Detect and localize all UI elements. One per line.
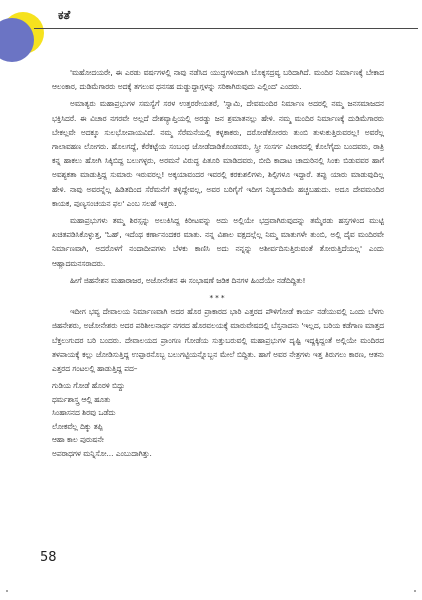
verse-line: ಗುಡಿಯ ಗೋಡೆ ಹೊರಳಿ ಬಿದ್ದು [52, 381, 125, 391]
corner-mark [414, 590, 416, 592]
verse-line: ಅಪರಾಧಗಳ ಮನ್ನಿಸೋ... ಎಂಬುದಾಗಿತ್ತು. [52, 448, 152, 458]
verse-line: ಲೋಕವೆಲ್ಲ ದಿಕ್ಕು ತಪ್ಪಿ [52, 421, 103, 431]
paragraph-2: ಅಮಾತ್ಯರು ಮಹಾಪ್ರಭುಗಳ ಸಮಸ್ಯೆಗೆ ಸರಳ ಉತ್ತರರೇಯತರೆ, 'ಸ್ವಾಮಿ, ದೇವಮಂದಿರ ನಿರ್ಮಾಣ ಅದರಲ್ಲಿ ನಮ್ಮ ಜನಸಮಾಜದನ ಭಕ್ತಿಸಿದರೆ. ಈ ವಿಚಾರ ನಗರವೇ ಅಲ್ಲದೆ ದೇಶವ್ಯಾಪ್ತಿಯಲ್ಲಿ ಅರಡ್ಡು ಜನ ಶ್ರಮಾತನಲ್ಲು ಹೇಳಿ. ನಮ್ಮ ಮಂದಿರ ನಿರ್ಮಾಣಕ್ಕೆ ದುಡಿಮೆಗಾರರು ಬೇಕಲ್ಲವೇ ಅದಕ್ಕೂ ಸುಲಭೋಪಾಯವಿದೆ. ನಮ್ಮ ಸೆರೆಮನೆಯಲ್ಲಿ ಕಳ್ಳಕಾಕರು, ದರೋಡೆಕೋರರು ತುಂಬಿ ತುಳುಕುತ್ತಿರುವರಲ್ಲ! ಅವರೆಲ್ಲ ಗಾಲಾವಹಣ ಲೋಗರು. ಹೊಲಗದ್ದೆ, ಕೆರೆಕಟ್ಟೆಯ ಸಂಬಂಧ ಜೋಡೆದಾಡಿಕೊಂಡವರು, ಸ್ತ್ರೀ ಸಂಸರ್ಗ ವಿಚಾರದಲ್ಲಿ ಕೊಲೆಗೈದು ಬಂದವರು, ರಾತ್ರಿ ಕನ್ನ ಹಾಕಲು ಹೋಗಿ ಸಿಕ್ಕಿಬಿದ್ದ ಬಲುಗಳ್ಳರು, ಅರಮನೆ ವಿರುದ್ಧ ಪಿತೂರಿ ಮಾಡಿದವರು, ಬೀದಿ ಕಾದಾಟ ಚಾದುರಿನಲ್ಲಿ ಸಿಂಕು ಬಿಡುವವರ ಹಾಗೆ ಅವಶ್ಯಕತಾ ಮಾಡುತ್ತಿದ್ದ ಸುಮಾರು ಇರುವರಲ್ಲ! ಅಕ್ಕಯಾವಂದರ ಇವರಲ್ಲಿ ಕರಕುಶಲಿಗಳು, ಶಿಲ್ಪಿಗಳೂ ಇದ್ದಾರೆ. ತಪ್ಪು ಯಾರು ಮಾಡುವುದಿಲ್ಲ ಹೇಳಿ. ನಾವು ಅವರನ್ನೆಲ್ಲ ಹಿಡಿತದಿಂದ ಸೆರೆಮನೆಗೆ ತಳ್ಳಿದ್ದೇವಲ್ಲ, ಅವರ ಬರಿಗೈಗೆ ಇದೀಗ ನಿತ್ಯದುಡಿಮೆ ಹಚ್ಚಬಹುದು. ಅದೂ ದೇವಮಂದಿರ ಕಾಯಕ, ಪುಣ್ಯಸಂಚಯನ ಫಲ' ಎಂಬ ಸಲಹೆ ಇತ್ತರು. [52, 99, 384, 208]
running-header-title: ಕತೆ [58, 8, 71, 22]
page-body [52, 66, 384, 460]
page-number: 58 [40, 550, 57, 565]
corner-mark [6, 590, 8, 592]
verse-line: ಸಿಂಹಾಸನದ ಶಿರವು ಒಡೆದು [52, 408, 116, 418]
paragraph-3: ಮಹಾಪ್ರಭುಗಳು ತಮ್ಮ ಶಿರಸ್ಸನ್ನು ಅಲುಕಿಸಿದ್ದ ಕಿರೀಟವನ್ನು ಅದು ಅಲ್ಲಿಯೇ ಭದ್ರವಾಗಿರುವುದನ್ನು ತಮ್ಮೆರಡು ಹಸ್ತಗಳಿಂದ ಮುಟ್ಟಿ ಖಚಿತಪಡಿಸಿಕೊಳ್ಳುತ್ತ, 'ಓಹ್, ಇದೆಂಥ ಕರ್ಣಾನಂದಕರ ಮಾತು. ನನ್ನ ವಿಶಾಲ ವಕ್ಷದಲ್ಲೆಲ್ಲ ನಿಮ್ಮ ಮಾತುಗಳೇ ತುಂಬಿ, ಅಲ್ಲಿ ದೈವ ಮಂದಿರವೇ ನಿರ್ಮಾಣವಾಗಿ, ಅದರೊಳಗೆ ನಂದಾದೀಪಗಳು ಬೆಳಕು ಕಾಣಿಸಿ ಅದು ನನ್ನನ್ನು ಅಶೀರ್ವದಿಸುತ್ತಿರುವಂತೆ ತೋರುತ್ತಿದೆಯಲ್ಲ' ಎಂದು ಆಹ್ಲಾದಮನಸರಾದರು. [52, 216, 384, 268]
verse-line: ಧರ್ಮಶಾಸ್ತ್ರ ಆಲ್ಲಿ ಹೂತು [52, 394, 111, 404]
verse-block [52, 379, 384, 460]
paragraph-4: ಹೀಗೆ ಜಿಹನೇಶನ ಮಹಾರಾಜರ, ಅಜೋನೇಶನ ಈ ಸಂಭಾಷಣೆ ಜಡಿಕ ದಿನಗಳ ಹಿಂದೆಯೇ ನಡೆದಿದ್ದಿತು! [70, 275, 306, 285]
paragraph-1: 'ಮಹೋದಯರೇ, ಈ ಎರಡು ವರ್ಷಗಳಲ್ಲಿ ನಾವು ನಡೆಸಿದ ಯುದ್ಧಗಳಿಂದಾಗಿ ಬೊಕ್ಕಸದ್ರವ್ಯ ಬರಿದಾಗಿದೆ. ಮಂದಿರ ನಿರ್ಮಾಣಕ್ಕೆ ಬೇಕಾದ ಆಲಂಕಾರ, ದುಡಿಮೆಗಾರರು ಅದಕ್ಕೆ ತಗಲುವ ಧನಸಹ ದುಡ್ಡುದ್ದಾಗ್ಗಳನ್ನು ಸರಿಕಾಗಿರುವುದು ಎಲ್ಲಿಂದ' ಎಂದರು. [52, 68, 384, 92]
verse-line: ಆಹಾ ಕಾಲ ಪುರುಷನೇ [52, 435, 104, 445]
section-separator: *** [209, 293, 227, 303]
paragraph-5: ಇದೀಗ ಭವ್ಯ ದೇವಾಲಯ ನಿರ್ಮಾಣವಾಗಿ ಅದರ ಹೊರ ಪ್ರಾಕಾರದ ಭಾರಿ ಎತ್ತರದ ಪೌಳಿಗೋಡೆ ಕಾರ್ಯ ನಡೆಯುವಲ್ಲಿ ಒಂದು ಬೆಳಗು ಜಿಹನೇಶರು, ಅಜೋನೇಶರು ಅದರ ಪರಿಶೀಲನಾರ್ಥ ನಗರದ ಹೊರವಲಯಕ್ಕೆ ಮಾರುವೇಷದಲ್ಲಿ ಬೆಸ್ತನಾದನು 'ಇಲ್ಲದ, ಬರಿಯ ಕಡೆಗಾಣ ಮಾತ್ತದ ಬೆಕ್ತಲುಗುದರ ಬರಿ ಬಂದರು. ದೇವಾಲಯದ ಪ್ರಾಂಗಣ ಗೋಡೆಯ ಸುತ್ತುಬರುವಲ್ಲಿ ಮಹಾಪ್ರಭುಗಳ ದೃಷ್ಟಿ ಇದ್ದಕ್ಕಿದ್ದಂತೆ ಅಲ್ಲಿಯೇ ಮಂದಿರದ ತಳಪಾಯಕ್ಕೆ ಕಲ್ಲು ಜೋಡಿಸುತ್ತಿದ್ದ ಉಪ್ಪಾರನೊಬ್ಬ ಬಲುಗಟ್ಟಿಯನ್ನೊಬ್ಬನ ಮೇಲೆ ಬಿದ್ದಿತು. ಹಾಗೆ ಅವರ ನೇತ್ರಗಳು ಇತ್ತ ತಿರುಗಲು ಕಾರಣ, ಆತನು ಎತ್ತರದ ಗಂಟಲಲ್ಲಿ ಹಾಡುತ್ತಿದ್ದ ಪದ– [52, 307, 384, 374]
header-rule [34, 28, 418, 29]
